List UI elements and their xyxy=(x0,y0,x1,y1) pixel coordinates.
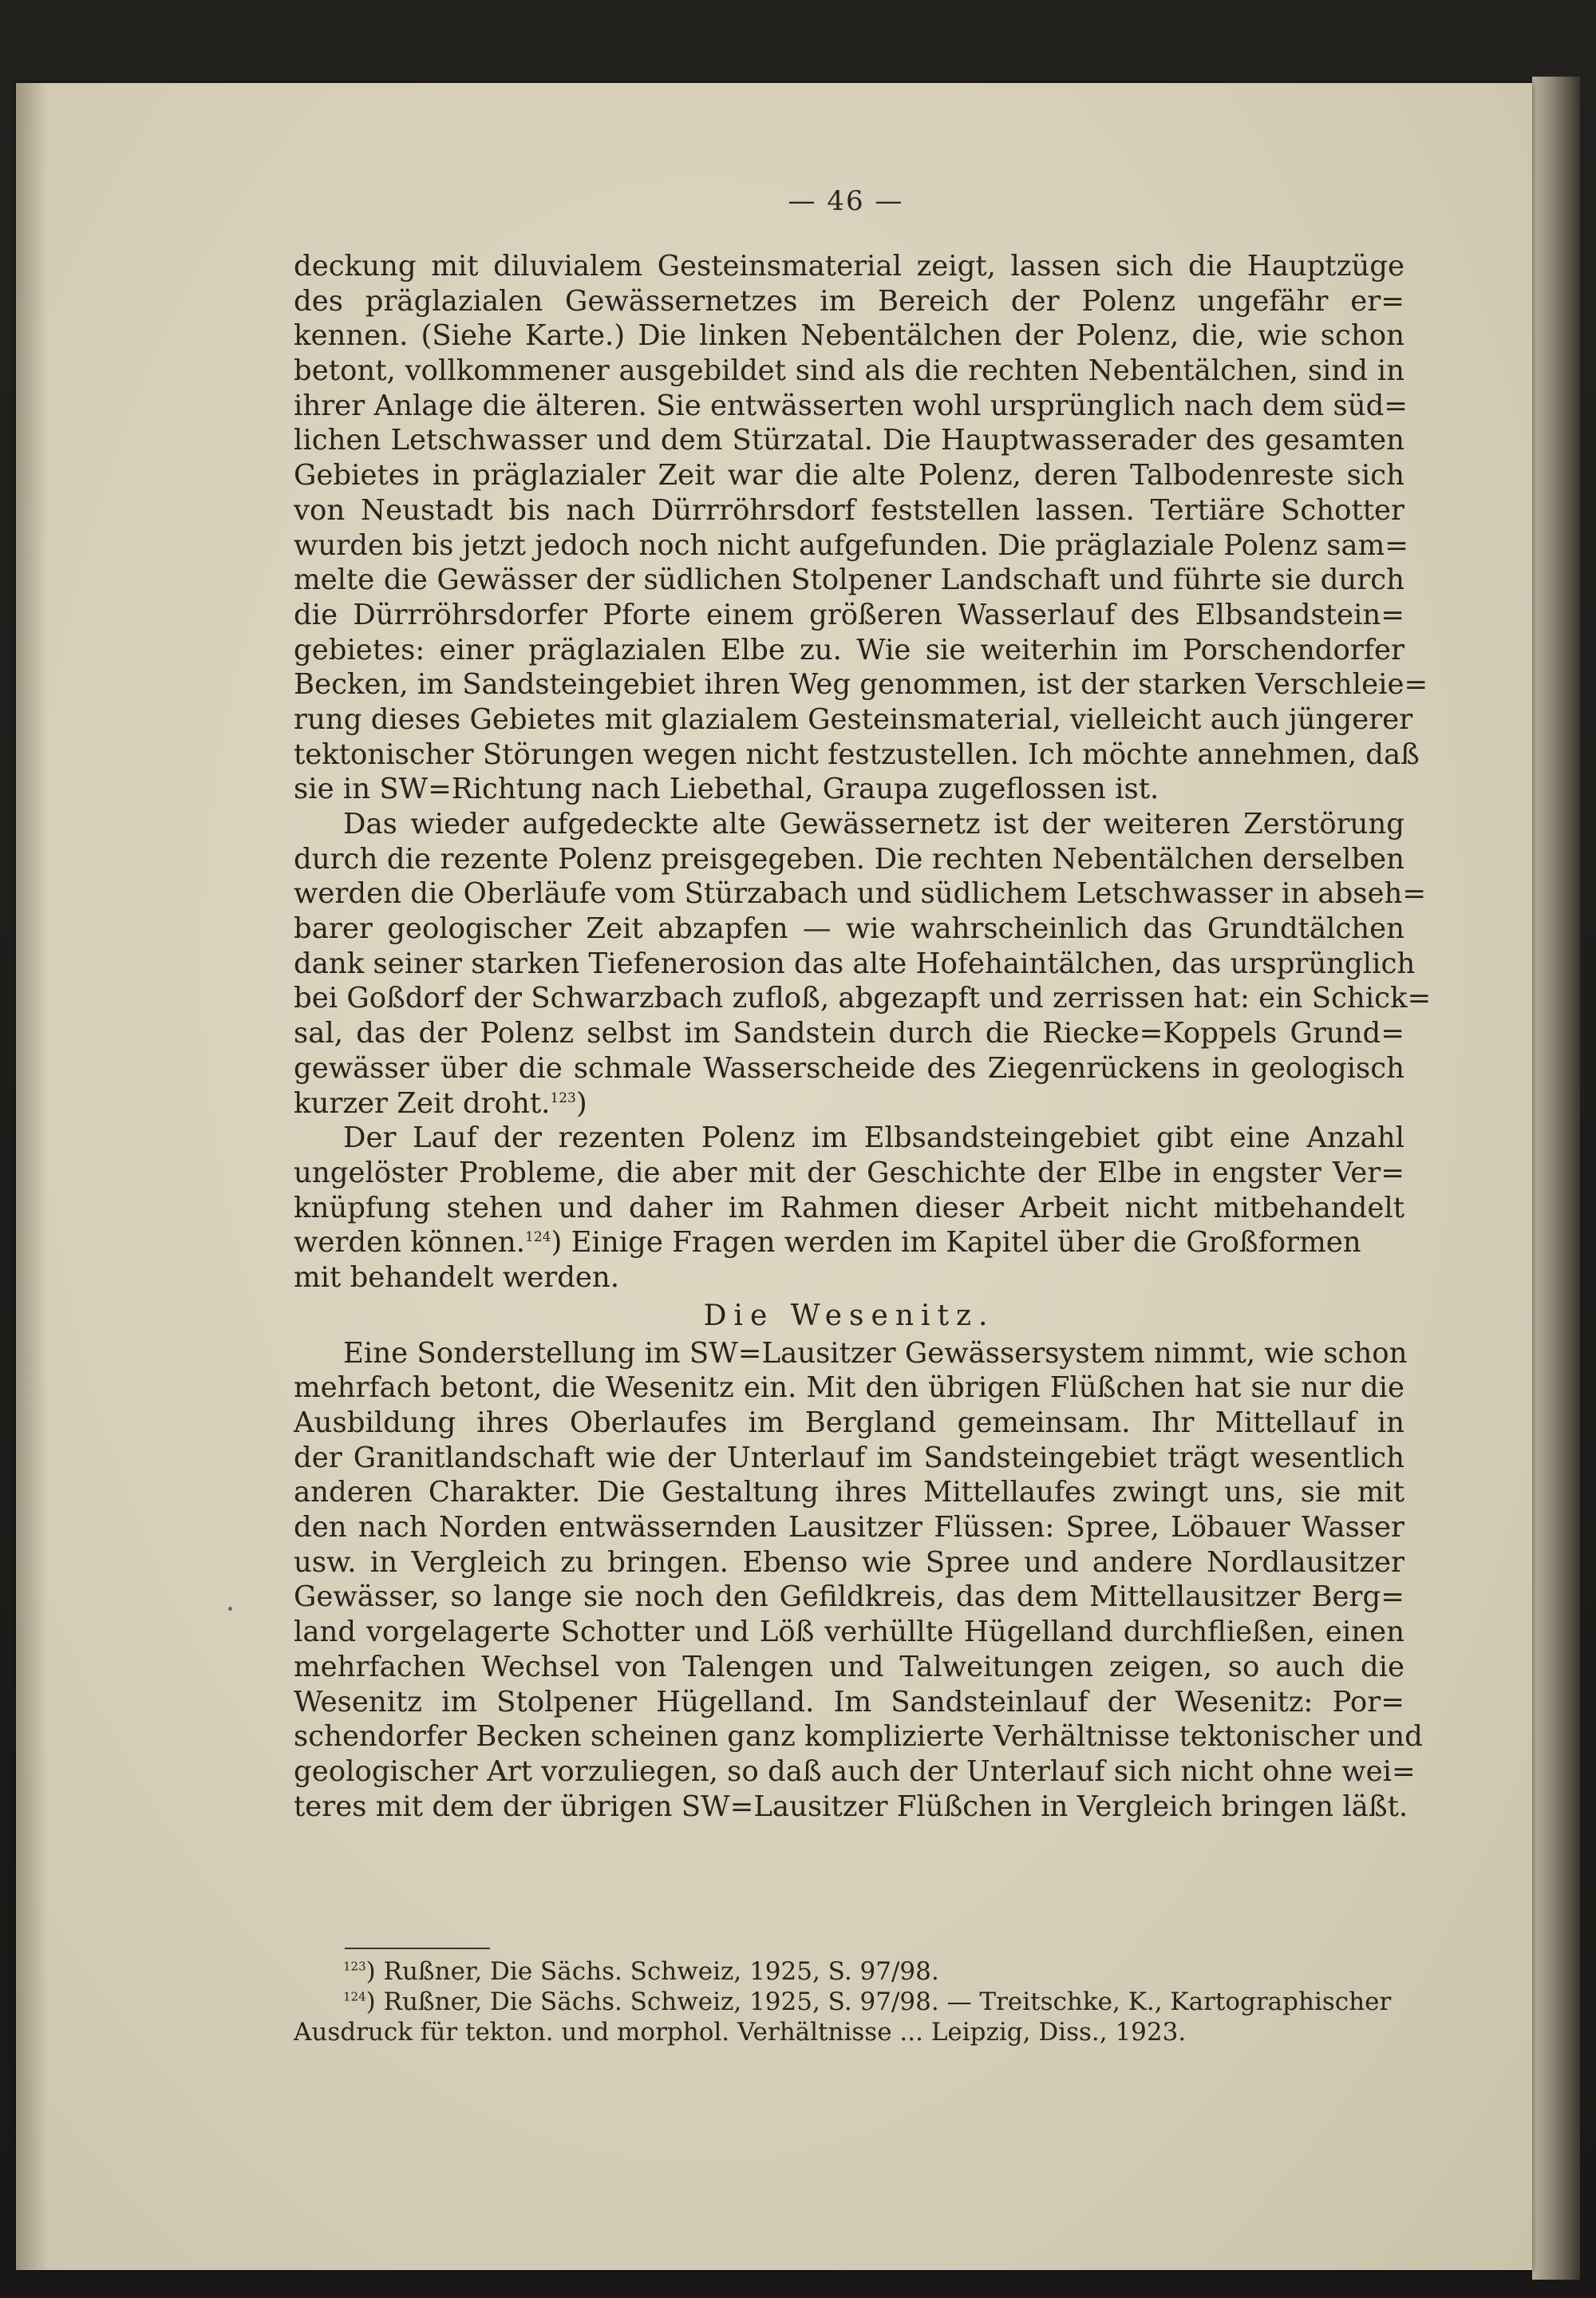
page-edge xyxy=(1532,77,1580,2280)
text-line: Ausbildung ihres Oberlaufes im Bergland gemeinsam. Ihr Mittellauf in xyxy=(294,1406,1404,1439)
body-text xyxy=(294,249,1432,1824)
text-line: Gewässer, so lange sie noch den Gefildkreis, das dem Mittellausitzer Berg= xyxy=(294,1580,1404,1614)
text-line: ungelöster Probleme, die aber mit der Geschichte der Elbe in engster Ver= xyxy=(294,1156,1404,1189)
text-line: lichen Letschwasser und dem Stürzatal. Die Hauptwasserader des gesamten xyxy=(294,424,1404,457)
footnote-ref[interactable]: 124 xyxy=(525,1229,551,1246)
text-line: deckung mit diluvialem Gesteinsmaterial zeigt, lassen sich die Hauptzüge xyxy=(294,250,1404,283)
text-line xyxy=(294,1086,1404,1121)
text-line xyxy=(294,1225,1404,1260)
page-number: — 46 — xyxy=(788,185,904,217)
text-line: rung dieses Gebietes mit glazialem Gesteinsmaterial, vielleicht auch jüngerer xyxy=(294,702,1413,736)
text-line: teres mit dem der übrigen SW=Lausitzer Flüßchen in Vergleich bringen läßt. xyxy=(294,1790,1408,1823)
footnotes xyxy=(294,1956,1411,2047)
text-line: Gebietes in präglazialer Zeit war die alte Polenz, deren Talbodenreste sich xyxy=(294,459,1404,492)
text-line: barer geologischer Zeit abzapfen — wie wahrscheinlich das Grundtälchen xyxy=(294,912,1404,946)
footnote-number: 124 xyxy=(343,1989,366,2004)
line-text: ) Einige Fragen werden im Kapitel über die Großformen xyxy=(551,1226,1361,1260)
footnote-text: Rußner, Die Sächs. Schweiz, 1925, S. 97/98. — Treitschke, K., Kartographischer xyxy=(383,1988,1392,2016)
text-line: mehrfachen Wechsel von Talengen und Talweitungen zeigen, so auch die xyxy=(294,1650,1404,1683)
text-line: Wesenitz im Stolpener Hügelland. Im Sandsteinlauf der Wesenitz: Por= xyxy=(294,1685,1404,1719)
text-line: knüpfung stehen und daher im Rahmen dieser Arbeit nicht mitbehandelt xyxy=(294,1191,1404,1224)
text-line: gewässer über die schmale Wasserscheide des Ziegenrückens in geologisch xyxy=(294,1051,1404,1085)
text-line: tektonischer Störungen wegen nicht festzustellen. Ich möchte annehmen, daß xyxy=(294,738,1420,771)
text-line: anderen Charakter. Die Gestaltung ihres Mittellaufes zwingt uns, sie mit xyxy=(294,1476,1404,1509)
text-line: wurden bis jetzt jedoch noch nicht aufgefunden. Die präglaziale Polenz sam= xyxy=(294,528,1408,562)
text-line: von Neustadt bis nach Dürrröhrsdorf feststellen lassen. Tertiäre Schotter xyxy=(294,493,1404,527)
text-line: des präglazialen Gewässernetzes im Bereich der Polenz ungefähr er= xyxy=(294,284,1404,318)
text-line: sie in SW=Richtung nach Liebethal, Graupa zugeflossen ist. xyxy=(294,773,1159,806)
paper-spot xyxy=(228,1607,232,1611)
text-line: mit behandelt werden. xyxy=(294,1260,620,1294)
text-line: durch die rezente Polenz preisgegeben. Die rechten Nebentälchen derselben xyxy=(294,842,1404,876)
footnote-divider xyxy=(345,1948,490,1949)
footnote-ref-close: ) xyxy=(575,1086,587,1120)
text-line: Eine Sonderstellung im SW=Lausitzer Gewässersystem nimmt, wie schon xyxy=(343,1336,1408,1370)
text-line: kennen. (Siehe Karte.) Die linken Nebentälchen der Polenz, die, wie schon xyxy=(294,319,1404,353)
text-line: den nach Norden entwässernden Lausitzer Flüssen: Spree, Löbauer Wasser xyxy=(294,1511,1404,1545)
text-line: schendorfer Becken scheinen ganz komplizierte Verhältnisse tektonischer und xyxy=(294,1720,1423,1754)
text-line: Der Lauf der rezenten Polenz im Elbsandsteingebiet gibt eine Anzahl xyxy=(343,1121,1404,1155)
line-text: kurzer Zeit droht. xyxy=(294,1086,551,1120)
footnote-124 xyxy=(294,1987,1411,2017)
text-line: bei Goßdorf der Schwarzbach zufloß, abgezapft und zerrissen hat: ein Schick= xyxy=(294,982,1432,1015)
text-line: die Dürrröhrsdorfer Pforte einem größeren Wasserlauf des Elbsandstein= xyxy=(294,598,1404,631)
text-line: gebietes: einer präglazialen Elbe zu. Wie sie weiterhin im Porschendorfer xyxy=(294,633,1404,666)
text-line: land vorgelagerte Schotter und Löß verhüllte Hügelland durchfließen, einen xyxy=(294,1616,1404,1649)
text-line: geologischer Art vorzuliegen, so daß auch der Unterlauf sich nicht ohne wei= xyxy=(294,1754,1416,1788)
section-heading: Die Wesenitz. xyxy=(703,1299,995,1332)
footnote-number-close: ) xyxy=(365,1957,376,1986)
footnote-number: 123 xyxy=(343,1959,366,1974)
text-line: werden die Oberläufe vom Stürzabach und südlichem Letschwasser in abseh= xyxy=(294,877,1427,911)
text-line: sal, das der Polenz selbst im Sandstein durch die Riecke=Koppels Grund= xyxy=(294,1017,1404,1050)
text-line: ihrer Anlage die älteren. Sie entwässerten wohl ursprünglich nach dem süd= xyxy=(294,389,1408,422)
footnote-continuation: Ausdruck für tekton. und morphol. Verhältnisse ... Leipzig, Diss., 1923. xyxy=(294,2018,1187,2047)
text-line: melte die Gewässer der südlichen Stolpener Landschaft und führte sie durch xyxy=(294,564,1404,597)
footnote-text: Rußner, Die Sächs. Schweiz, 1925, S. 97/98. xyxy=(383,1957,939,1986)
text-line: dank seiner starken Tiefenerosion das alte Hofehaintälchen, das ursprünglich xyxy=(294,947,1416,980)
text-line: betont, vollkommener ausgebildet sind als die rechten Nebentälchen, sind in xyxy=(294,354,1404,388)
line-text: werden können. xyxy=(294,1226,526,1260)
footnote-ref[interactable]: 123 xyxy=(550,1090,576,1106)
text-line: der Granitlandschaft wie der Unterlauf im Sandsteingebiet trägt wesentlich xyxy=(294,1441,1404,1474)
footnote-123 xyxy=(294,1956,1411,1987)
text-line: Das wieder aufgedeckte alte Gewässernetz ist der weiteren Zerstörung xyxy=(343,808,1404,840)
text-line: Becken, im Sandsteingebiet ihren Weg genommen, ist der starken Verschleie= xyxy=(294,668,1428,702)
footnote-number-close: ) xyxy=(365,1988,376,2016)
gutter-shadow xyxy=(16,83,48,2270)
text-line: usw. in Vergleich zu bringen. Ebenso wie Spree und andere Nordlausitzer xyxy=(294,1545,1404,1579)
text-line: mehrfach betont, die Wesenitz ein. Mit den übrigen Flüßchen hat sie nur die xyxy=(294,1371,1404,1405)
